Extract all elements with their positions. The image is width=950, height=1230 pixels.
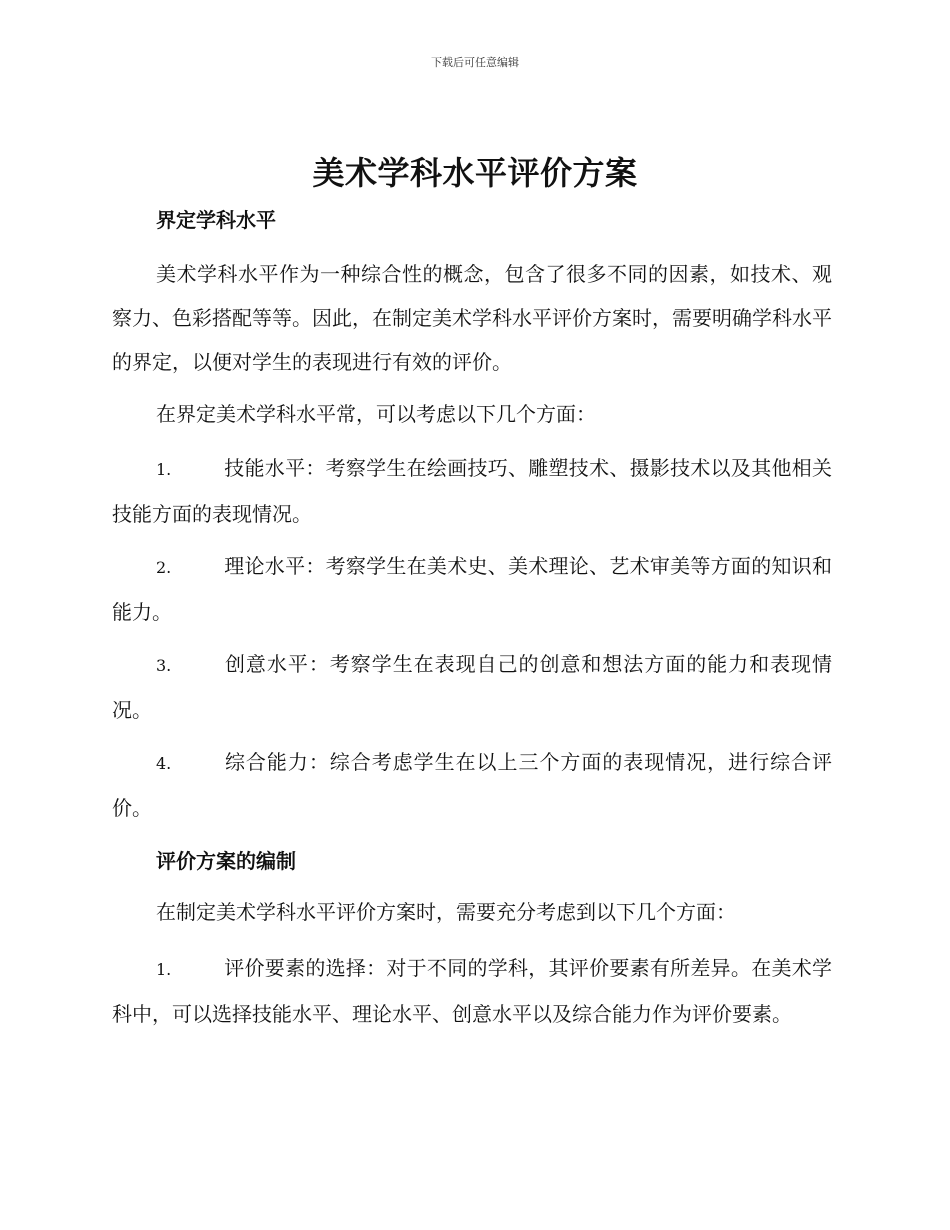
list-number: 2. <box>156 558 172 577</box>
section-heading-define: 界定学科水平 <box>156 208 276 232</box>
section-1-intro <box>112 392 832 436</box>
list-item <box>112 642 832 732</box>
section-2 <box>112 845 832 874</box>
paragraph: 在制定美术学科水平评价方案时，需要充分考虑到以下几个方面： <box>156 900 736 924</box>
list-item-text: 创意水平：考察学生在表现自己的创意和想法方面的能力和表现情况。 <box>112 652 832 722</box>
list-number: 4. <box>156 754 172 773</box>
list-number: 1. <box>156 960 172 979</box>
list-item <box>112 446 832 536</box>
list-item-text: 综合能力：综合考虑学生在以上三个方面的表现情况，进行综合评价。 <box>112 750 832 820</box>
section-1-body <box>112 252 832 384</box>
list-number: 3. <box>156 656 172 675</box>
list-number: 1. <box>156 460 172 479</box>
list-item <box>112 544 832 634</box>
list-item <box>112 740 832 830</box>
page-header: 下载后可任意编辑 <box>431 56 519 69</box>
list-item-text: 理论水平：考察学生在美术史、美术理论、艺术审美等方面的知识和能力。 <box>112 554 832 624</box>
section-heading-plan: 评价方案的编制 <box>156 849 296 873</box>
paragraph: 在界定美术学科水平常，可以考虑以下几个方面： <box>156 402 596 426</box>
section-2-intro <box>112 890 832 934</box>
list-item-text: 评价要素的选择：对于不同的学科，其评价要素有所差异。在美术学科中，可以选择技能水平、理论水平、创意水平以及综合能力作为评价要素。 <box>112 956 832 1026</box>
list-item <box>112 946 832 1036</box>
list-item-text: 技能水平：考察学生在绘画技巧、雕塑技术、摄影技术以及其他相关技能方面的表现情况。 <box>112 456 832 526</box>
document-title: 美术学科水平评价方案 <box>312 154 638 192</box>
paragraph: 美术学科水平作为一种综合性的概念，包含了很多不同的因素，如技术、观察力、色彩搭配等等。因此，在制定美术学科水平评价方案时，需要明确学科水平的界定，以便对学生的表现进行有效的评价。 <box>112 262 832 374</box>
section-1 <box>112 204 832 233</box>
